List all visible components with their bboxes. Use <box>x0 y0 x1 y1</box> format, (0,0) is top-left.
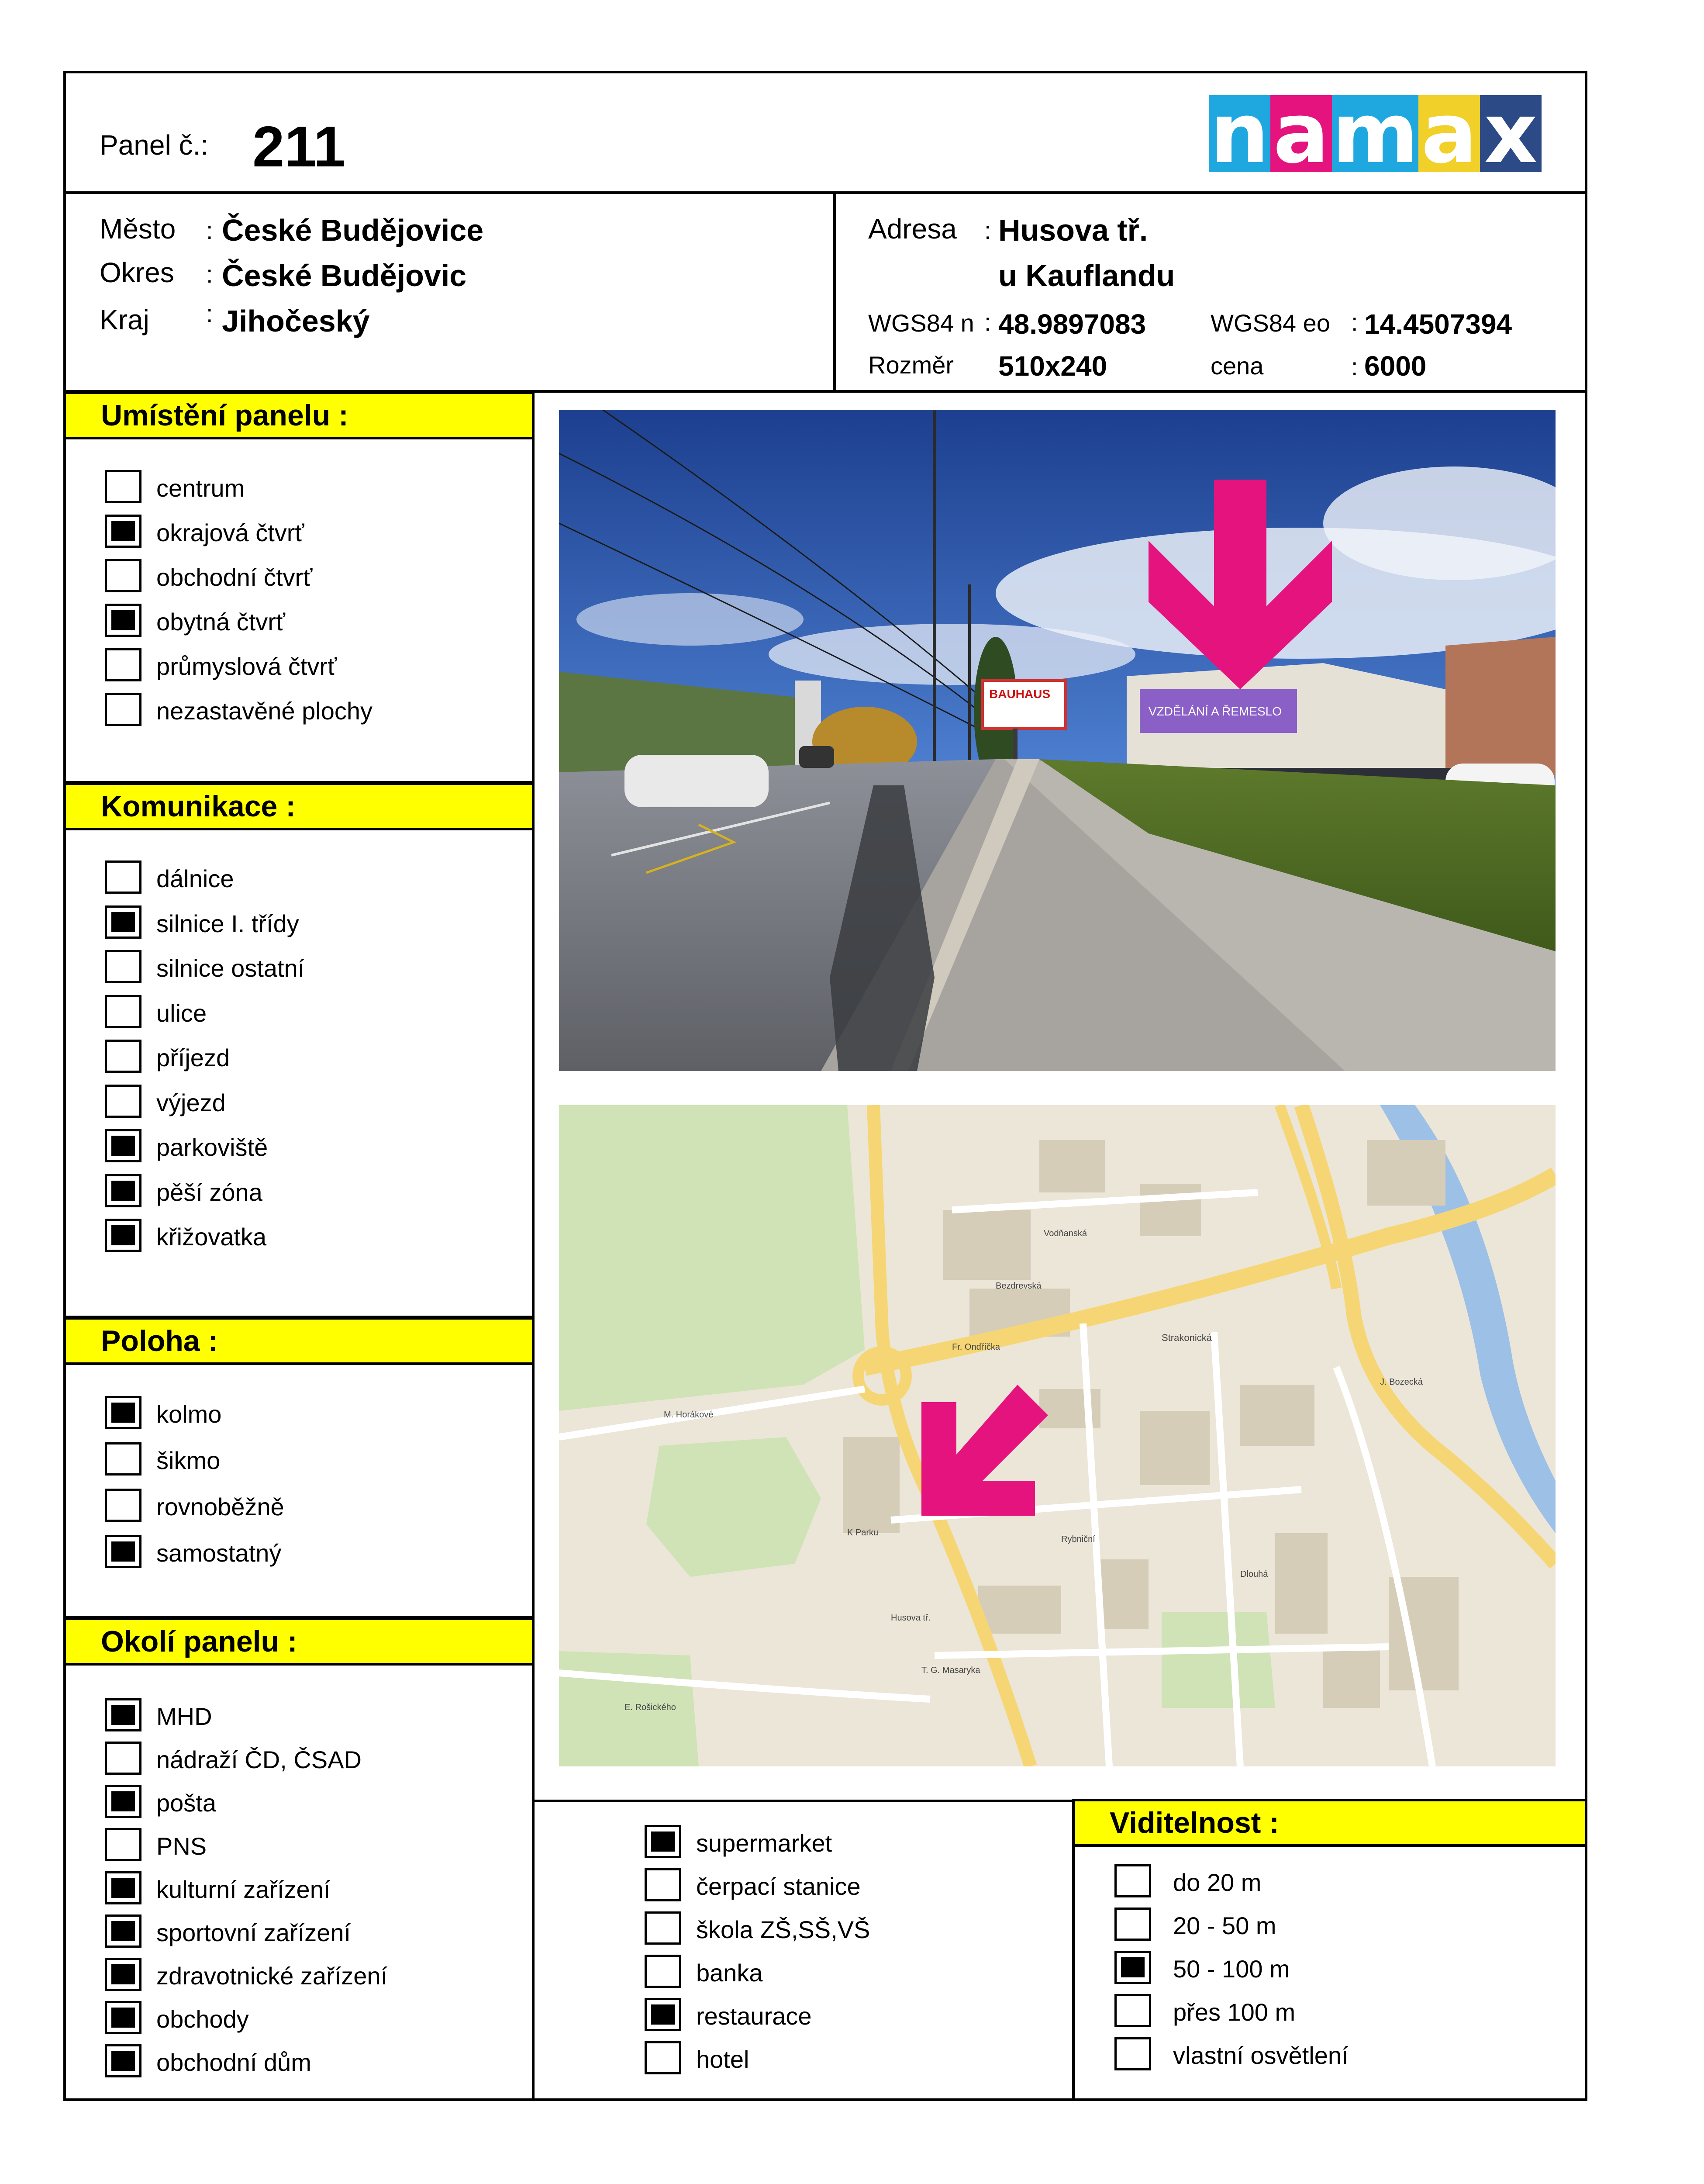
checkbox-label: centrum <box>156 474 245 502</box>
checkbox[interactable] <box>1114 1864 1151 1897</box>
checkbox[interactable] <box>105 515 141 548</box>
checkbox-label: PNS <box>156 1832 207 1860</box>
checkbox[interactable] <box>645 1825 681 1858</box>
checkbox[interactable] <box>645 1998 681 2031</box>
checkbox-label: obytná čtvrť <box>156 608 285 636</box>
divider <box>833 191 836 391</box>
city-label: Město <box>100 213 176 245</box>
region-label: Kraj <box>100 304 149 335</box>
checkbox[interactable] <box>1114 1994 1151 2027</box>
checkbox-label: příjezd <box>156 1044 230 1071</box>
location-map <box>559 1105 1556 1766</box>
checkbox-label: silnice I. třídy <box>156 909 299 937</box>
lat-value: 48.9897083 <box>998 308 1146 340</box>
checkbox[interactable] <box>1114 1951 1151 1984</box>
address-label: Adresa <box>868 213 957 245</box>
price-label: cena <box>1211 352 1264 380</box>
checkbox[interactable] <box>1114 2037 1151 2070</box>
checkbox-label: samostatný <box>156 1539 282 1567</box>
checkbox-label: MHD <box>156 1703 212 1730</box>
sheet-frame <box>63 71 1587 2101</box>
checkbox[interactable] <box>105 470 141 503</box>
map-label: T. G. Masaryka <box>921 1666 980 1675</box>
checkbox-label: 50 - 100 m <box>1173 1955 1290 1983</box>
colon: : <box>206 260 213 288</box>
checkbox[interactable] <box>105 995 141 1028</box>
lon-value: 14.4507394 <box>1364 308 1512 340</box>
panel-number-label: Panel č.: <box>100 129 209 161</box>
checkbox-label: rovnoběžně <box>156 1493 284 1521</box>
billboard-left-text: BAUHAUS <box>989 687 1050 701</box>
checkbox-label: nezastavěné plochy <box>156 697 373 725</box>
checkbox[interactable] <box>105 1698 141 1731</box>
logo-letter: x <box>1480 95 1542 172</box>
checkbox[interactable] <box>105 693 141 726</box>
checkbox-label: 20 - 50 m <box>1173 1912 1276 1939</box>
checkbox[interactable] <box>105 1871 141 1904</box>
position-header: Poloha : <box>63 1317 535 1365</box>
map-label: Rybniční <box>1061 1534 1095 1544</box>
price-value: 6000 <box>1364 350 1427 382</box>
checkbox-label: zdravotnické zařízení <box>156 1962 388 1990</box>
checkbox[interactable] <box>105 1396 141 1429</box>
checkbox[interactable] <box>105 1535 141 1568</box>
location-photo <box>559 410 1556 1071</box>
map-label: Husova tř. <box>891 1613 931 1623</box>
visibility-header: Viditelnost : <box>1072 1799 1587 1847</box>
region-value: Jihočeský <box>222 304 370 338</box>
checkbox-label: banka <box>696 1959 763 1987</box>
address-line1: Husova tř. <box>998 213 1148 247</box>
colon: : <box>206 300 213 327</box>
checkbox[interactable] <box>105 1958 141 1991</box>
address-line2: u Kauflandu <box>998 259 1175 293</box>
checkbox[interactable] <box>105 1742 141 1775</box>
checkbox[interactable] <box>645 1868 681 1901</box>
checkbox[interactable] <box>105 604 141 637</box>
divider <box>63 191 1587 194</box>
checkbox[interactable] <box>105 1174 141 1207</box>
map-label: M. Horákové <box>664 1410 714 1420</box>
checkbox-label: přes 100 m <box>1173 1998 1296 2026</box>
billboard-right-text: VZDĚLÁNÍ A ŘEMESLO <box>1149 705 1282 718</box>
checkbox[interactable] <box>105 1785 141 1818</box>
communication-header: Komunikace : <box>63 782 535 830</box>
logo-letter: a <box>1418 95 1480 172</box>
checkbox[interactable] <box>105 1219 141 1252</box>
map-label: K Parku <box>847 1528 879 1538</box>
namax-logo <box>1209 85 1542 182</box>
checkbox[interactable] <box>105 648 141 681</box>
colon: : <box>984 308 991 336</box>
district-label: Okres <box>100 257 174 288</box>
checkbox[interactable] <box>105 1489 141 1522</box>
checkbox-label: pošta <box>156 1789 216 1817</box>
checkbox-label: křižovatka <box>156 1223 267 1251</box>
map-label: Bezdrevská <box>996 1281 1042 1291</box>
colon: : <box>206 217 213 244</box>
checkbox[interactable] <box>105 2044 141 2077</box>
lat-label: WGS84 n <box>868 309 974 337</box>
colon: : <box>984 217 991 244</box>
checkbox[interactable] <box>105 1040 141 1073</box>
checkbox-label: škola ZŠ,SŠ,VŠ <box>696 1916 870 1943</box>
checkbox-label: čerpací stanice <box>696 1873 861 1900</box>
checkbox[interactable] <box>105 1828 141 1861</box>
colon: : <box>1351 353 1358 380</box>
surroundings-header: Okolí panelu : <box>63 1617 535 1666</box>
colon: : <box>1351 308 1358 336</box>
logo-letter: a <box>1270 95 1332 172</box>
checkbox-label: nádraží ČD, ČSAD <box>156 1746 362 1773</box>
checkbox[interactable] <box>105 1442 141 1476</box>
checkbox-label: supermarket <box>696 1829 832 1857</box>
checkbox-label: restaurace <box>696 2002 812 2030</box>
size-label: Rozměr <box>868 351 954 379</box>
logo-letter: m <box>1332 85 1418 182</box>
map-label: Fr. Ondříčka <box>952 1342 1000 1352</box>
placement-header: Umístění panelu : <box>63 391 535 439</box>
checkbox-label: vlastní osvětlení <box>1173 2042 1349 2069</box>
checkbox[interactable] <box>105 559 141 592</box>
lon-label: WGS84 eo <box>1211 309 1330 337</box>
district-value: České Budějovic <box>222 259 467 293</box>
checkbox-label: obchodní čtvrť <box>156 563 313 591</box>
map-label: J. Bozecká <box>1380 1377 1423 1387</box>
logo-letter: n <box>1209 95 1270 172</box>
checkbox-label: okrajová čtvrť <box>156 519 304 546</box>
checkbox-label: výjezd <box>156 1089 226 1116</box>
checkbox[interactable] <box>105 905 141 939</box>
checkbox-label: hotel <box>696 2046 749 2073</box>
checkbox[interactable] <box>105 2001 141 2034</box>
size-value: 510x240 <box>998 350 1107 382</box>
map-label: Strakonická <box>1162 1332 1212 1343</box>
checkbox[interactable] <box>645 1955 681 1988</box>
map-label: Dlouhá <box>1240 1569 1268 1579</box>
panel-number: 211 <box>252 114 345 179</box>
checkbox-label: kolmo <box>156 1400 222 1428</box>
checkbox[interactable] <box>1114 1908 1151 1941</box>
map-label: E. Rošického <box>624 1703 676 1712</box>
checkbox-label: silnice ostatní <box>156 954 305 982</box>
checkbox-label: sportovní zařízení <box>156 1919 351 1946</box>
city-value: České Budějovice <box>222 213 484 247</box>
checkbox[interactable] <box>105 950 141 983</box>
checkbox-label: parkoviště <box>156 1133 268 1161</box>
checkbox-label: šikmo <box>156 1447 221 1474</box>
checkbox-label: kulturní zařízení <box>156 1876 331 1903</box>
checkbox[interactable] <box>105 1914 141 1948</box>
checkbox-label: do 20 m <box>1173 1869 1262 1896</box>
map-label: Vodňanská <box>1044 1229 1087 1238</box>
checkbox-label: dálnice <box>156 865 234 892</box>
checkbox-label: pěší zóna <box>156 1178 262 1206</box>
checkbox[interactable] <box>105 1085 141 1118</box>
checkbox[interactable] <box>105 1129 141 1162</box>
divider <box>532 390 535 2101</box>
checkbox[interactable] <box>105 860 141 894</box>
checkbox-label: obchodní dům <box>156 2049 311 2076</box>
checkbox-label: průmyslová čtvrť <box>156 653 337 680</box>
checkbox-label: obchody <box>156 2005 249 2033</box>
checkbox[interactable] <box>645 2041 681 2074</box>
checkbox-label: ulice <box>156 999 207 1027</box>
checkbox[interactable] <box>645 1911 681 1945</box>
